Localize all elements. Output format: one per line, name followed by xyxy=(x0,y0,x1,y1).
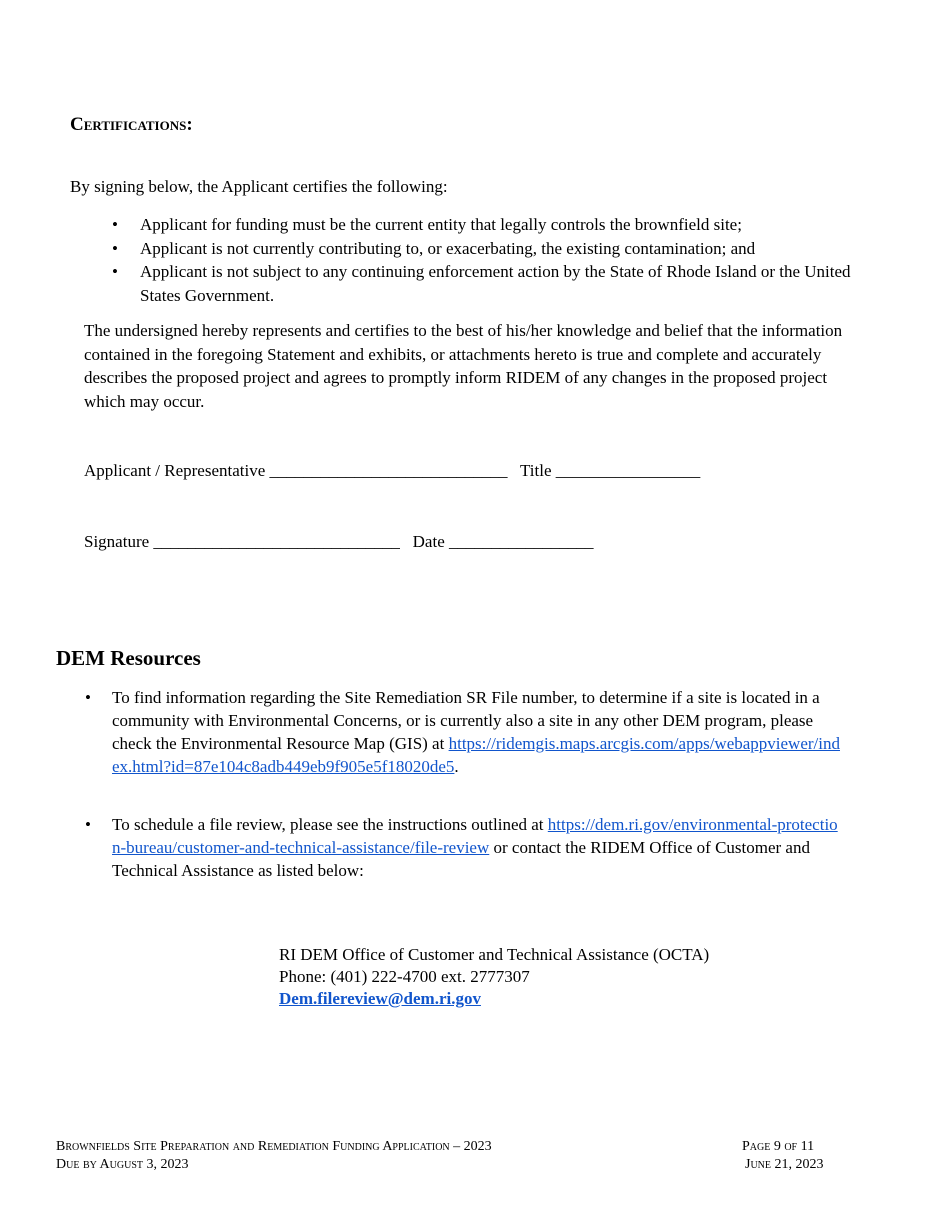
bullet-icon: • xyxy=(85,815,91,834)
date-field[interactable]: _________________ xyxy=(449,532,594,551)
certifications-heading: Certifications: xyxy=(70,114,193,135)
gis-map-link[interactable]: https://ridemgis.maps.arcgis.com/apps/webappviewer/index.html?id=87e104c8adb449eb9f905e5f18020de5 xyxy=(112,734,840,776)
list-item: • To find information regarding the Site Remediation SR File number, to determine if a site is located in a community with Environmental Concerns, or is currently also a site in any other DEM program, please check the Environmental Resource Map (GIS) at https://ridemgis.maps.arcgis.com/apps/webappviewer/index.html?id=87e104c8adb449eb9f905e5f18020de5. xyxy=(85,688,840,776)
applicant-field[interactable]: ____________________________ xyxy=(269,461,508,480)
resources-list xyxy=(85,686,845,882)
list-item: • Applicant is not currently contributing to, or exacerbating, the existing contamination; and xyxy=(112,237,852,261)
bullet-icon: • xyxy=(85,688,91,707)
applicant-label: Applicant / Representative xyxy=(84,461,266,480)
bullet-icon: • xyxy=(112,238,118,258)
footer-page-number: Page 9 of 11 xyxy=(742,1139,815,1154)
signature-date-line xyxy=(84,532,594,552)
bullet-icon: • xyxy=(112,262,118,281)
file-review-link[interactable]: https://dem.ri.gov/environmental-protection-bureau/customer-and-technical-assistance/file-review xyxy=(112,815,838,857)
bullet-icon: • xyxy=(112,215,118,234)
office-name: RI DEM Office of Customer and Technical Assistance (OCTA) xyxy=(279,945,710,964)
office-email-link[interactable]: Dem.filereview@dem.ri.gov xyxy=(279,989,481,1008)
certification-statement: The undersigned hereby represents and certifies to the best of his/her knowledge and belief that the information contained in the foregoing Statement and exhibits, or attachments hereto is true and complete and accurately describes the proposed project and agrees to promptly inform RIDEM of any changes in the proposed project which may occur. xyxy=(84,321,843,411)
certifications-intro: By signing below, the Applicant certifies the following: xyxy=(70,177,448,196)
list-item: • Applicant for funding must be the current entity that legally controls the brownfield site; xyxy=(112,213,852,237)
office-phone: Phone: (401) 222-4700 ext. 2777307 xyxy=(279,967,530,986)
signature-field[interactable]: _____________________________ xyxy=(153,532,400,551)
signature-label: Signature xyxy=(84,532,150,551)
footer-right xyxy=(742,1138,824,1174)
dem-resources-heading: DEM Resources xyxy=(56,646,201,670)
applicant-title-line xyxy=(84,461,700,481)
octa-contact xyxy=(279,944,709,1010)
certifications-list xyxy=(112,213,852,307)
footer-revision-date: June 21, 2023 xyxy=(745,1157,824,1172)
footer-left xyxy=(56,1138,492,1174)
footer-application-title: Brownfields Site Preparation and Remediation Funding Application – 2023 xyxy=(56,1139,492,1154)
date-label: Date xyxy=(412,532,445,551)
title-field[interactable]: _________________ xyxy=(555,461,701,480)
footer-due-date: Due by August 3, 2023 xyxy=(56,1157,189,1172)
list-item: • To schedule a file review, please see the instructions outlined at https://dem.ri.gov/environmental-protection-bureau/customer-and-technical-assistance/file-review or contact the RIDEM Office of Customer and Technical Assistance as listed below: xyxy=(85,815,838,880)
title-label: Title xyxy=(519,461,552,480)
list-item: • Applicant is not subject to any continuing enforcement action by the State of Rhode Island or the United States Government. xyxy=(112,262,851,305)
